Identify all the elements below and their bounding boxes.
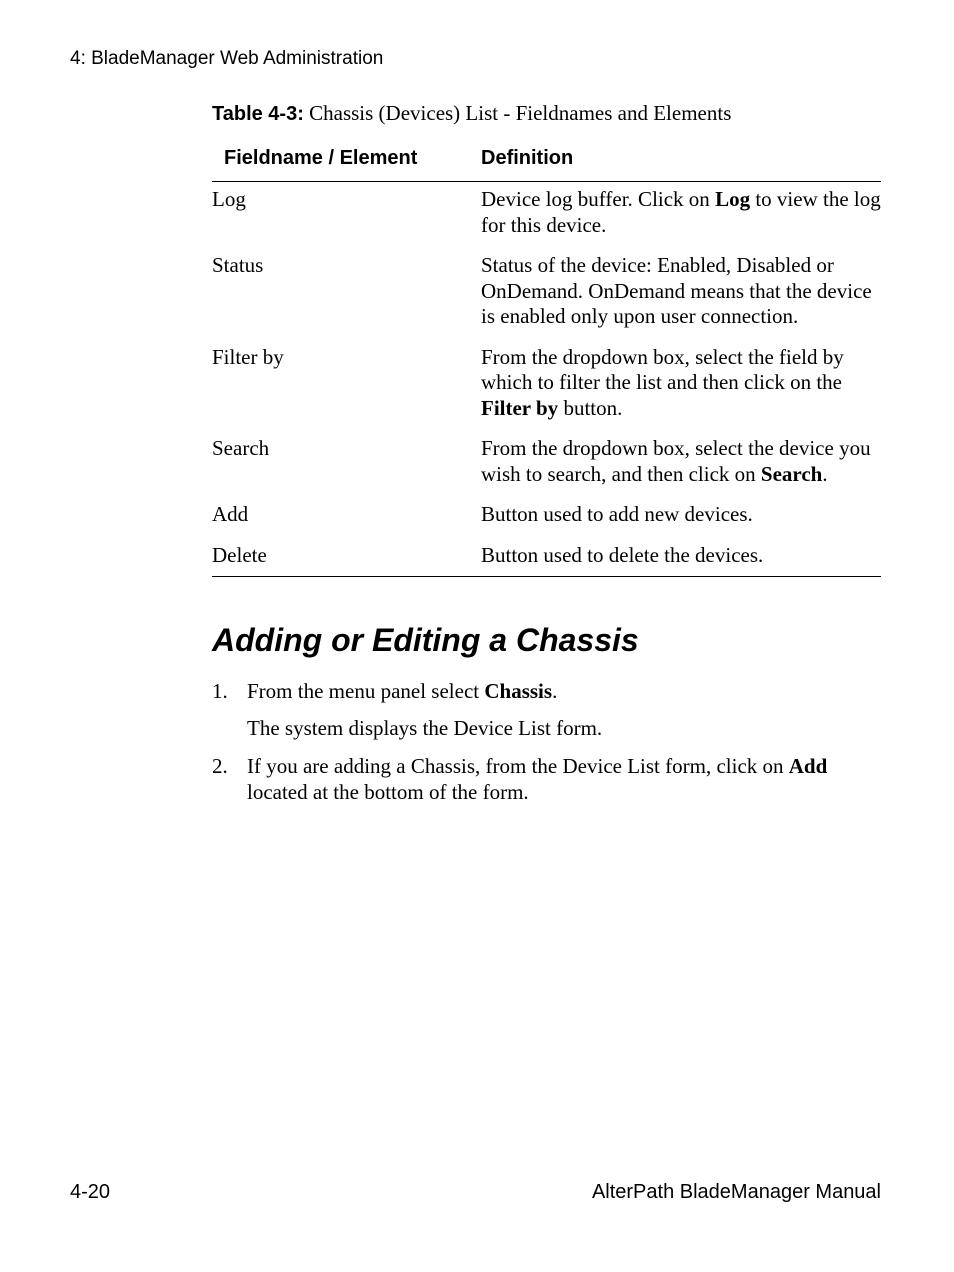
- fieldnames-table: [212, 140, 881, 577]
- table-row: [212, 436, 881, 487]
- text-run: From the dropdown box, select the field by which to filter the list and then click on the: [481, 344, 844, 394]
- text-run: located at the bottom of the form.: [247, 779, 529, 804]
- text-run: Status of the device: Enabled, Disabled or OnDemand. OnDemand means that the device is enabled only upon user connection.: [481, 253, 872, 328]
- table-row: [212, 187, 881, 238]
- table-caption-label: Table 4-3:: [212, 103, 304, 125]
- field-name-cell: Delete: [212, 542, 267, 567]
- definition-cell: [481, 345, 881, 422]
- text-run: From the dropdown box, select the device you wish to search, and then click on: [481, 436, 871, 486]
- step-line: [212, 754, 872, 805]
- procedure-steps: [212, 679, 872, 805]
- step-text: [247, 754, 872, 805]
- list-item: [212, 754, 872, 805]
- manual-title: AlterPath BladeManager Manual: [591, 1181, 881, 1203]
- table-caption: [212, 100, 731, 127]
- table-body: [212, 182, 881, 577]
- bold-term: Log: [715, 187, 751, 211]
- bold-term: Chassis: [484, 679, 553, 703]
- list-item: [212, 679, 872, 741]
- table-caption-text: Chassis (Devices) List - Fieldnames and Elements: [309, 101, 732, 125]
- definition-cell: [481, 187, 881, 238]
- table-row: [212, 543, 881, 569]
- step-line: [212, 679, 872, 705]
- bold-term: Filter by: [481, 395, 559, 420]
- table-header-row: [212, 140, 881, 182]
- field-name-cell: Log: [212, 187, 246, 211]
- section-heading: Adding or Editing a Chassis: [212, 622, 639, 658]
- table-row: [212, 253, 881, 330]
- step-number: 1.: [212, 679, 228, 703]
- text-run: Button used to delete the devices.: [481, 542, 764, 567]
- text-run: .: [552, 679, 558, 703]
- table-row: [212, 502, 881, 528]
- step-text: [247, 679, 872, 705]
- definition-cell: [481, 253, 881, 330]
- step-note: The system displays the Device List form.: [247, 715, 603, 740]
- bold-term: Search: [760, 461, 823, 486]
- definition-cell: [481, 502, 881, 528]
- text-run: Device log buffer. Click on: [481, 187, 716, 211]
- field-name-cell: Status: [212, 253, 264, 277]
- text-run: button.: [558, 395, 623, 420]
- definition-cell: [481, 436, 881, 487]
- step-number: 2.: [212, 754, 228, 778]
- text-run: Button used to add new devices.: [481, 502, 753, 526]
- text-run: .: [822, 461, 828, 486]
- text-run: From the menu panel select: [247, 679, 485, 703]
- definition-cell: [481, 543, 881, 569]
- column-header-definition: Definition: [481, 147, 574, 169]
- running-header: 4: BladeManager Web Administration: [70, 48, 384, 69]
- text-run: If you are adding a Chassis, from the Device List form, click on: [247, 754, 789, 778]
- column-header-fieldname: Fieldname / Element: [224, 147, 418, 169]
- table-row: [212, 345, 881, 422]
- page-number: 4-20: [70, 1181, 111, 1203]
- field-name-cell: Filter by: [212, 344, 284, 369]
- field-name-cell: Add: [212, 502, 249, 526]
- text-run: to view the log for this device.: [481, 187, 881, 237]
- field-name-cell: Search: [212, 436, 270, 460]
- bold-term: Add: [788, 754, 828, 778]
